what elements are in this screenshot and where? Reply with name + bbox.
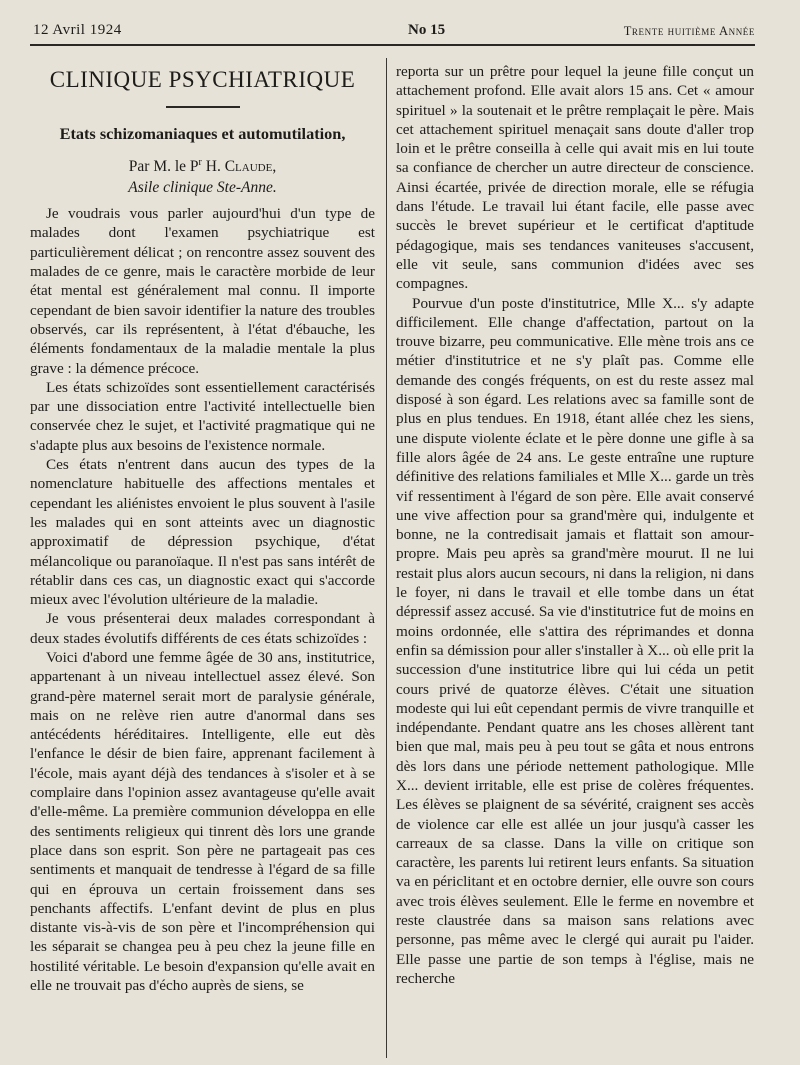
- author-name: H. Claude,: [201, 158, 277, 176]
- byline-prefix: Par M. le P: [128, 158, 199, 176]
- paragraph: Pourvue d'un poste d'institutrice, Mlle X... s'y adapte difficilement. Elle change d'affectation, partout on la trouve bizarre, peu communicative. Elle mène trois ans ce métier d'institutrice et ne s'y plaît pas. Comme elle demande des congés fréquents, on est du reste assez mal disposé à son égard. Les relations avec sa famille sont de plus en plus tendues. En 1918, étant allée chez les siens, une dispute violente éclate et le père donne une gifle à sa fille alors âgée de 24 ans. Le geste entraîne une rupture définitive des relations familiales et Mlle X... garde un très vif ressentiment à l'égard de son père. Elle avait conservé une vive affection pour sa grand'mère qui, indulgente et bonne, ne la contredisait jamais et flattait son amour-propre. Mais peu après sa grand'mère mourut. Il ne lui restait plus alors aucun secours, ni dans la religion, ni dans le foyer, ni dans le travail et elle tombe dans un état dépressif assez accusé. Sa vie d'institutrice fut de moins en moins ordonnée, elle s'attira des réprimandes et donna enfin sa démission pour aller s'installer à X... où elle prit la succession d'une institutrice libre qui lui céda un petit cours privé de quatorze élèves. C'était une situation modeste qui lui eût cependant permis de vivre tranquille et indépendante. Pendant quatre ans les choses allèrent tant bien que mal, mais peu à peu tout se gâta et nous entrons dès lors dans une période nettement pathologique. Mlle X... devient irritable, elle est prise de colères fréquentes. Les élèves se plaignent de sa sévérité, craignent ses accès de violence car elle est allée un jour jusqu'à casser les carreaux de sa classe. Dans la ville on critique son caractère, les parents lui retirent leurs enfants. Sa situation va en périclitant et en octobre dernier, elle ouvre son cours avec trois élèves seulement. Elle le ferme en novembre et reste claustrée dans sa maison sans relations avec personne, pas même avec le clergé qui aurait pu l'aider. Elle passe une partie de son temps à l'église, mais ne recherche: [396, 294, 754, 987]
- paragraph: Ces états n'entrent dans aucun des types de la nomenclature habituelle des affections mentales et cependant les aliénistes envoient le plus souvent à l'asile les malades qui en sont atteints avec un diagnostic approximatif de dépression psychique, d'état mélancolique ou paranoïaque. Il n'est pas sans intérêt de rétablir dans ces cas, un diagnostic exact qui s'accorde mieux avec l'évolution ultérieure de la maladie.: [30, 456, 375, 609]
- left-column: [30, 62, 375, 995]
- byline-sup: r: [198, 157, 202, 168]
- volume-year: Trente huitième Année: [623, 24, 755, 38]
- section-title: CLINIQUE PSYCHIATRIQUE: [49, 67, 356, 92]
- right-column: [396, 62, 754, 988]
- article-title: Etats schizomaniaques et automutilation,: [59, 124, 346, 143]
- header-rule: [30, 44, 755, 46]
- page-header: [30, 18, 755, 44]
- paragraph: Je vous présenterai deux malades correspondant à deux stades évolutifs différents de ces états schizoïdes :: [30, 610, 375, 647]
- title-rule: [166, 106, 240, 108]
- paragraph: Les états schizoïdes sont essentiellement caractérisés par une dissociation entre l'activité intellectuelle bien conservée chez le sujet, et l'activité pragmatique qui ne s'adapte plus aux besoins de l'existence normale.: [30, 378, 375, 454]
- issue-date: 12 Avril 1924: [33, 22, 122, 38]
- paragraph: reporta sur un prêtre pour lequel la jeune fille conçut un attachement profond. Elle avait alors 15 ans. Cet « amour spirituel » la soutenait et le prêtre remplaçait le père. Mais cet attachement spirituel menaçait sans doute d'aller trop loin et le prêtre conseilla à celle qui avait mis en lui toute sa confiance de chercher un autre directeur de conscience. Ainsi écartée, privée de direction morale, elle se réfugia dans l'étude. Le travail lui étant facile, elle passe avec succès le brevet supérieur et le certificat d'aptitude pédagogique, mais ses tendances vaniteuses s'accusent, elle vit seule, sans communion d'idées avec ses compagnes.: [396, 63, 754, 293]
- author-affiliation: Asile clinique Ste-Anne.: [128, 179, 277, 197]
- column-divider: [386, 58, 387, 1058]
- paragraph: Je voudrais vous parler aujourd'hui d'un type de malades dont l'examen psychiatrique est particulièrement délicat ; on rencontre assez souvent des malades de ce genre, mais le caractère morbide de leur état mental est généralement mal connu. Il importe cependant de bien savoir identifier la nature des troubles observés, car ils représentent, à l'état d'ébauche, les éléments fondamentaux de la maladie mentale la plus grave : la démence précoce.: [30, 205, 375, 377]
- paragraph: Voici d'abord une femme âgée de 30 ans, institutrice, appartenant à un niveau intellectuel assez élevé. Son grand-père maternel serait mort de paralysie générale, mais on ne relève rien autre d'anormal dans ses antécédents héréditaires. Intelligente, elle eut dès l'enfance le désir de bien faire, apprenant facilement à l'école, mais ayant déjà des tendances à s'isoler et à se complaire dans l'opinion assez avantageuse qu'elle avait d'elle-même. La première communion développa en elle des sentiments religieux qui tinrent dès lors une grande place dans son esprit. Son père ne partageait pas ces sentiments et manquait de tendresse à l'égard de sa fille qui en éprouva un certain froissement dans ses penchants affectifs. L'enfant devint de plus en plus distante vis-à-vis de son père et l'incompréhension qui les séparait se changea peu à peu chez la jeune fille en hostilité véritable. Le besoin d'expansion qu'elle avait en elle ne trouvait pas d'écho auprès de siens, se: [30, 648, 375, 995]
- author-byline: [30, 152, 375, 177]
- issue-number: No 15: [408, 22, 446, 38]
